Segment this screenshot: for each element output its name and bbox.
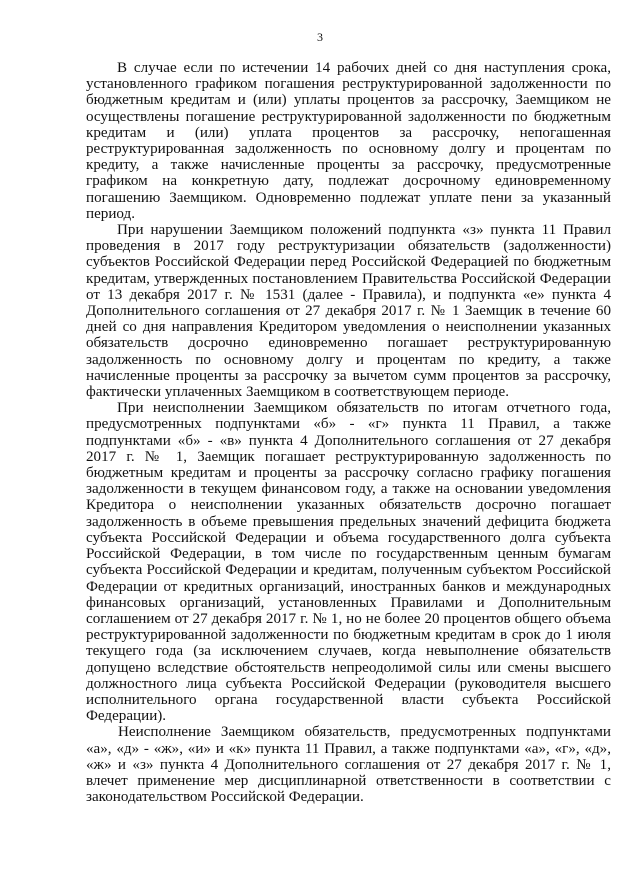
document-body	[86, 60, 611, 805]
paragraph-disciplinary-responsibility: Неисполнение Заемщиком обязательств, предусмотренных подпунктами «а», «д» - «ж», «и» и «к» пункта 11 Правил, а также подпунктами «а», «г», «д», «ж» и «з» пункта 4 Дополнительного соглашения от 27 декабря 2017 г. № 1, влечет применение мер дисциплинарной ответственности в соответствии с законодательством Российской Федерации.	[86, 724, 611, 806]
paragraph-overdue-repayment: В случае если по истечении 14 рабочих дней со дня наступления срока, установленного графиком погашения реструктурированной задолженности по бюджетным кредитам и (или) уплаты процентов за рассрочку, Заемщиком не осуществлены погашение реструктурированной задолженности по бюджетным кредитам и (или) уплата процентов за рассрочку, непогашенная реструктурированная задолженность по основному долгу и процентам по кредиту, а также начисленные проценты за рассрочку, предусмотренные графиком на конкретную дату, подлежат досрочному единовременному погашению Заемщиком. Одновременно подлежат уплате пени за указанный период.	[86, 60, 611, 222]
paragraph-violation-subparagraph-z: При нарушении Заемщиком положений подпункта «з» пункта 11 Правил проведения в 2017 году реструктуризации обязательств (задолженности) субъектов Российской Федерации перед Российской Федерацией по бюджетным кредитам, утвержденных постановлением Правительства Российской Федерации от 13 декабря 2017 г. № 1531 (далее - Правила), и подпункта «е» пункта 4 Дополнительного соглашения от 27 декабря 2017 г. № 1 Заемщик в течение 60 дней со дня направления Кредитором уведомления о неисполнении указанных обязательств досрочно единовременно погашает реструктурированную задолженность по основному долгу и процентам по кредиту, а также начисленные проценты за рассрочку за вычетом сумм процентов за рассрочку, фактически уплаченных Заемщиком в соответствующем периоде.	[86, 222, 611, 401]
paragraph-nonfulfillment-annual-obligations: При неисполнении Заемщиком обязательств по итогам отчетного года, предусмотренных подпунктами «б» - «г» пункта 11 Правил, а также подпунктами «б» - «в» пункта 4 Дополнительного соглашения от 27 декабря 2017 г. № 1, Заемщик погашает реструктурированную задолженность по бюджетным кредитам и проценты за рассрочку согласно графику погашения задолженности в текущем финансовом году, а также на основании уведомления Кредитора о неисполнении указанных обязательств досрочно погашает задолженность в объеме превышения предельных значений дефицита бюджета субъекта Российской Федерации и объема государственного долга субъекта Российской Федерации, в том числе по государственным ценным бумагам субъекта Российской Федерации и кредитам, полученным субъектом Российской Федерации от кредитных организаций, иностранных банков и международных финансовых организаций, установленных Правилами и Дополнительным соглашением от 27 декабря 2017 г. № 1, но не более 20 процентов общего объема реструктурированной задолженности по бюджетным кредитам в срок до 1 июля текущего года (за исключением случаев, когда невыполнение обязательств допущено вследствие обстоятельств непреодолимой силы или смены высшего должностного лица субъекта Российской Федерации (руководителя высшего исполнительного органа государственной власти субъекта Российской Федерации).	[86, 400, 611, 725]
page-number: 3	[317, 30, 323, 44]
